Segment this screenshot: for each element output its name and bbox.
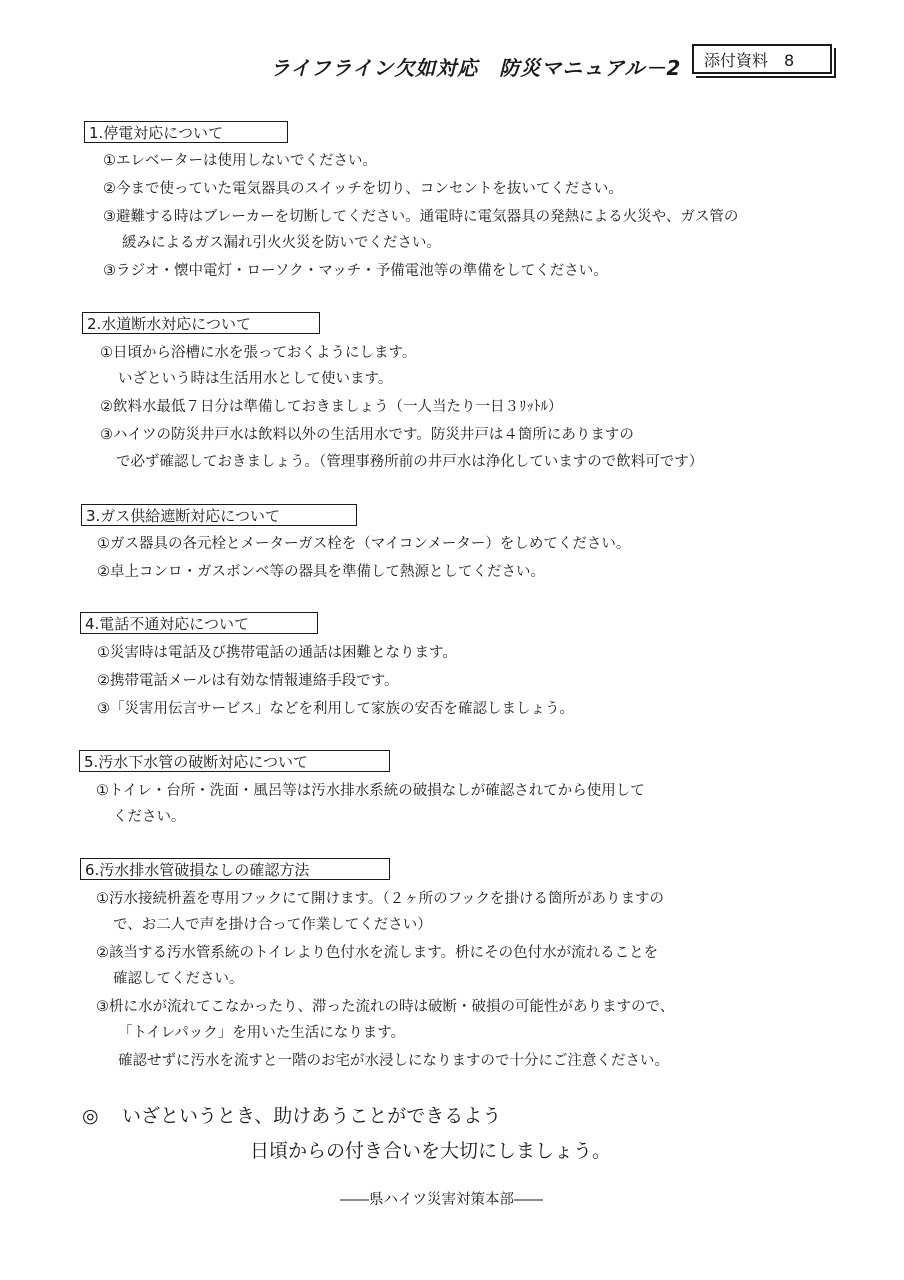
section-2-line: ①日頃から浴槽に水を張っておくようにします。: [100, 345, 417, 361]
closing-line-1: いざというとき、助けあうことができるよう: [122, 1105, 502, 1127]
section-2-line: ③ハイツの防災井戸水は飲料以外の生活用水です。防災井戸は４箇所にありますの: [100, 427, 634, 443]
section-5-heading: 5.汚水下水管の破断対応について: [79, 750, 390, 772]
section-2-line: で必ず確認しておきましょう。（管理事務所前の井戸水は浄化していますので飲料可です）: [116, 454, 704, 470]
closing-line-2: 日頃からの付き合いを大切にしましょう。: [250, 1140, 612, 1162]
section-1-line: ③ラジオ・懐中電灯・ローソク・マッチ・予備電池等の準備をしてください。: [103, 263, 608, 279]
section-4-line: ①災害時は電話及び携帯電話の通話は困難となります。: [97, 645, 457, 661]
section-6-line: 確認せずに汚水を流すと一階のお宅が水浸しになりますので十分にご注意ください。: [118, 1053, 669, 1069]
section-5-line: ①トイレ・台所・洗面・風呂等は汚水排水系統の破損なしが確認されてから使用して: [96, 783, 645, 799]
section-1-line: ②今まで使っていた電気器具のスイッチを切り、コンセントを抜いてください。: [103, 181, 623, 197]
section-6-heading: 6.汚水排水管破損なしの確認方法: [80, 858, 390, 880]
section-5-line: ください。: [113, 809, 186, 825]
section-6-line: で、お二人で声を掛け合って作業してください）: [113, 917, 432, 933]
section-3-heading: 3.ガス供給遮断対応について: [81, 504, 357, 526]
section-2-line: いざという時は生活用水として使います。: [118, 371, 393, 387]
section-4-heading: 4.電話不通対応について: [80, 612, 318, 634]
section-6-line: ②該当する汚水管系統のトイレより色付水を流します。枡にその色付水が流れることを: [96, 945, 659, 961]
attachment-label: 添付資料 8: [692, 44, 832, 74]
section-1-line: ③避難する時はブレーカーを切断してください。通電時に電気器具の発熱による火災や、ガス管の: [103, 209, 739, 225]
section-4-line: ②携帯電話メールは有効な情報連絡手段です。: [97, 673, 399, 689]
section-1-heading: 1.停電対応について: [84, 121, 288, 143]
section-4-line: ③「災害用伝言サービス」などを利用して家族の安否を確認しましょう。: [97, 701, 574, 717]
section-6-line: 確認してください。: [113, 971, 244, 987]
section-3-line: ①ガス器具の各元栓とメーターガス栓を（マイコンメーター）をしめてください。: [97, 536, 631, 552]
section-2-line: ②飲料水最低７日分は準備しておきましょう（一人当たり一日３ﾘｯﾄﾙ）: [100, 399, 563, 415]
section-1-line: ①エレベーターは使用しないでください。: [103, 153, 377, 169]
section-2-heading: 2.水道断水対応について: [82, 312, 320, 334]
closing-mark: ◎: [82, 1105, 99, 1127]
footer-signature: ――県ハイツ災害対策本部――: [340, 1192, 543, 1208]
section-6-line: 「トイレパック」を用いた生活になります。: [118, 1025, 406, 1041]
document-title: ライフライン欠如対応 防災マニュアル－2: [270, 56, 682, 80]
section-1-line: 緩みによるガス漏れ引火火災を防いでください。: [122, 235, 441, 251]
section-6-line: ①汚水接続枡蓋を専用フックにて開けます。（２ヶ所のフックを掛ける箇所がありますの: [96, 891, 665, 907]
section-3-line: ②卓上コンロ・ガスボンベ等の器具を準備して熱源としてください。: [97, 564, 545, 580]
section-6-line: ③枡に水が流れてこなかったり、滞った流れの時は破断・破損の可能性がありますので、: [96, 999, 675, 1015]
